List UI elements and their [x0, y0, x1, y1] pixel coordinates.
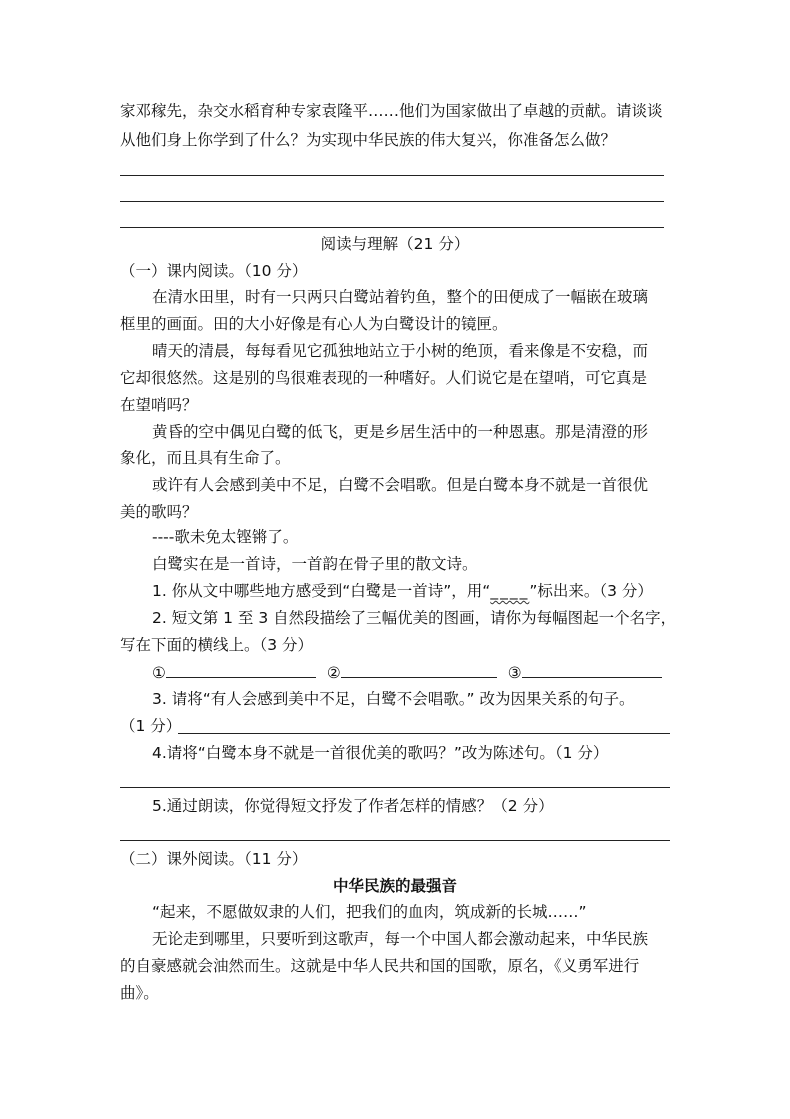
blank-marker-1: ① [152, 664, 166, 682]
p2-line-3: 在望哨吗？ [120, 396, 198, 414]
title-blank-2[interactable] [341, 659, 497, 678]
article-p1-line-2: 的自豪感就会油然而生。这就是中华人民共和国的国歌，原名，《义勇军进行 [120, 957, 640, 975]
question-3-line-2: （1 分） [120, 717, 182, 735]
article-p1-line-3: 曲》。 [120, 984, 159, 1002]
p3-line-1: 黄昏的空中偶见白鹭的低飞，更是乡居生活中的一种恩惠。那是清澄的形 [152, 423, 649, 441]
question-5: 5.通过朗读，你觉得短文抒发了作者怎样的情感？（2 分） [152, 797, 554, 815]
p1-line-1: 在清水田里，时有一只两只白鹭站着钓鱼，整个的田便成了一幅嵌在玻璃 [152, 288, 649, 306]
title-blank-3[interactable] [522, 659, 662, 678]
question-4-answer-line[interactable] [120, 787, 670, 788]
question-5-answer-line[interactable] [120, 840, 670, 841]
p4-line-2: 美的歌吗？ [120, 503, 198, 521]
answer-line-1[interactable] [120, 175, 664, 176]
wavy-mark-sample: ____ [490, 582, 530, 600]
part2-heading: （二）课外阅读。（11 分） [120, 850, 308, 868]
p1-line-2: 框里的画面。田的大小好像是有心人为白鹭设计的镜匣。 [120, 315, 508, 333]
intro-line-2: 从他们身上你学到了什么？为实现中华民族的伟大复兴，你准备怎么做？ [120, 131, 617, 149]
section-title: 阅读与理解（21 分） [320, 235, 470, 253]
question-1 [152, 578, 712, 604]
part1-heading: （一）课内阅读。（10 分） [120, 262, 308, 280]
answer-line-2[interactable] [120, 201, 664, 202]
intro-line-1: 家邓稼先，杂交水稻育种专家袁隆平……他们为国家做出了卓越的贡献。请谈谈 [120, 102, 663, 120]
answer-line-3[interactable] [120, 227, 664, 228]
p6-line: 白鹭实在是一首诗，一首韵在骨子里的散文诗。 [152, 555, 478, 573]
question-4: 4.请将“白鹭本身不就是一首很优美的歌吗？”改为陈述句。（1 分） [152, 744, 609, 762]
title-blank-1[interactable] [166, 659, 316, 678]
p2-line-1: 晴天的清晨，每每看见它孤独地站立于小树的绝顶，看来像是不安稳，而 [152, 342, 649, 360]
article-p1-line-1: 无论走到哪里，只要听到这歌声，每一个中国人都会激动起来，中华民族 [152, 930, 649, 948]
blank-marker-2: ② [326, 664, 341, 682]
question-2-line-2: 写在下面的横线上。（3 分） [120, 636, 314, 654]
question-3-answer-line[interactable] [178, 733, 670, 734]
p4-line-1: 或许有人会感到美中不足，白鹭不会唱歌。但是白鹭本身不就是一首很优 [152, 476, 649, 494]
article-quote: “起来，不愿做奴隶的人们，把我们的血肉，筑成新的长城……” [152, 903, 587, 921]
question-1-text-a: 1. 你从文中哪些地方感受到“白鹭是一首诗”，用“ [152, 582, 491, 600]
blank-marker-3: ③ [507, 664, 522, 682]
p5-line: ----歌未免太铿锵了。 [152, 528, 299, 546]
p3-line-2: 象化，而且具有生命了。 [120, 449, 291, 467]
question-3-line-1: 3. 请将“有人会感到美中不足，白鹭不会唱歌。” 改为因果关系的句子。 [152, 690, 635, 708]
p2-line-2: 它却很悠然。这是别的鸟很难表现的一种嗜好。人们说它是在望哨，可它真是 [120, 369, 648, 387]
question-2-blanks [152, 659, 712, 686]
question-2-line-1: 2. 短文第 1 至 3 自然段描绘了三幅优美的图画，请你为每幅图起一个名字， [152, 609, 677, 627]
article-title: 中华民族的最强音 [332, 877, 457, 895]
question-1-text-b: ”标出来。（3 分） [529, 582, 653, 600]
